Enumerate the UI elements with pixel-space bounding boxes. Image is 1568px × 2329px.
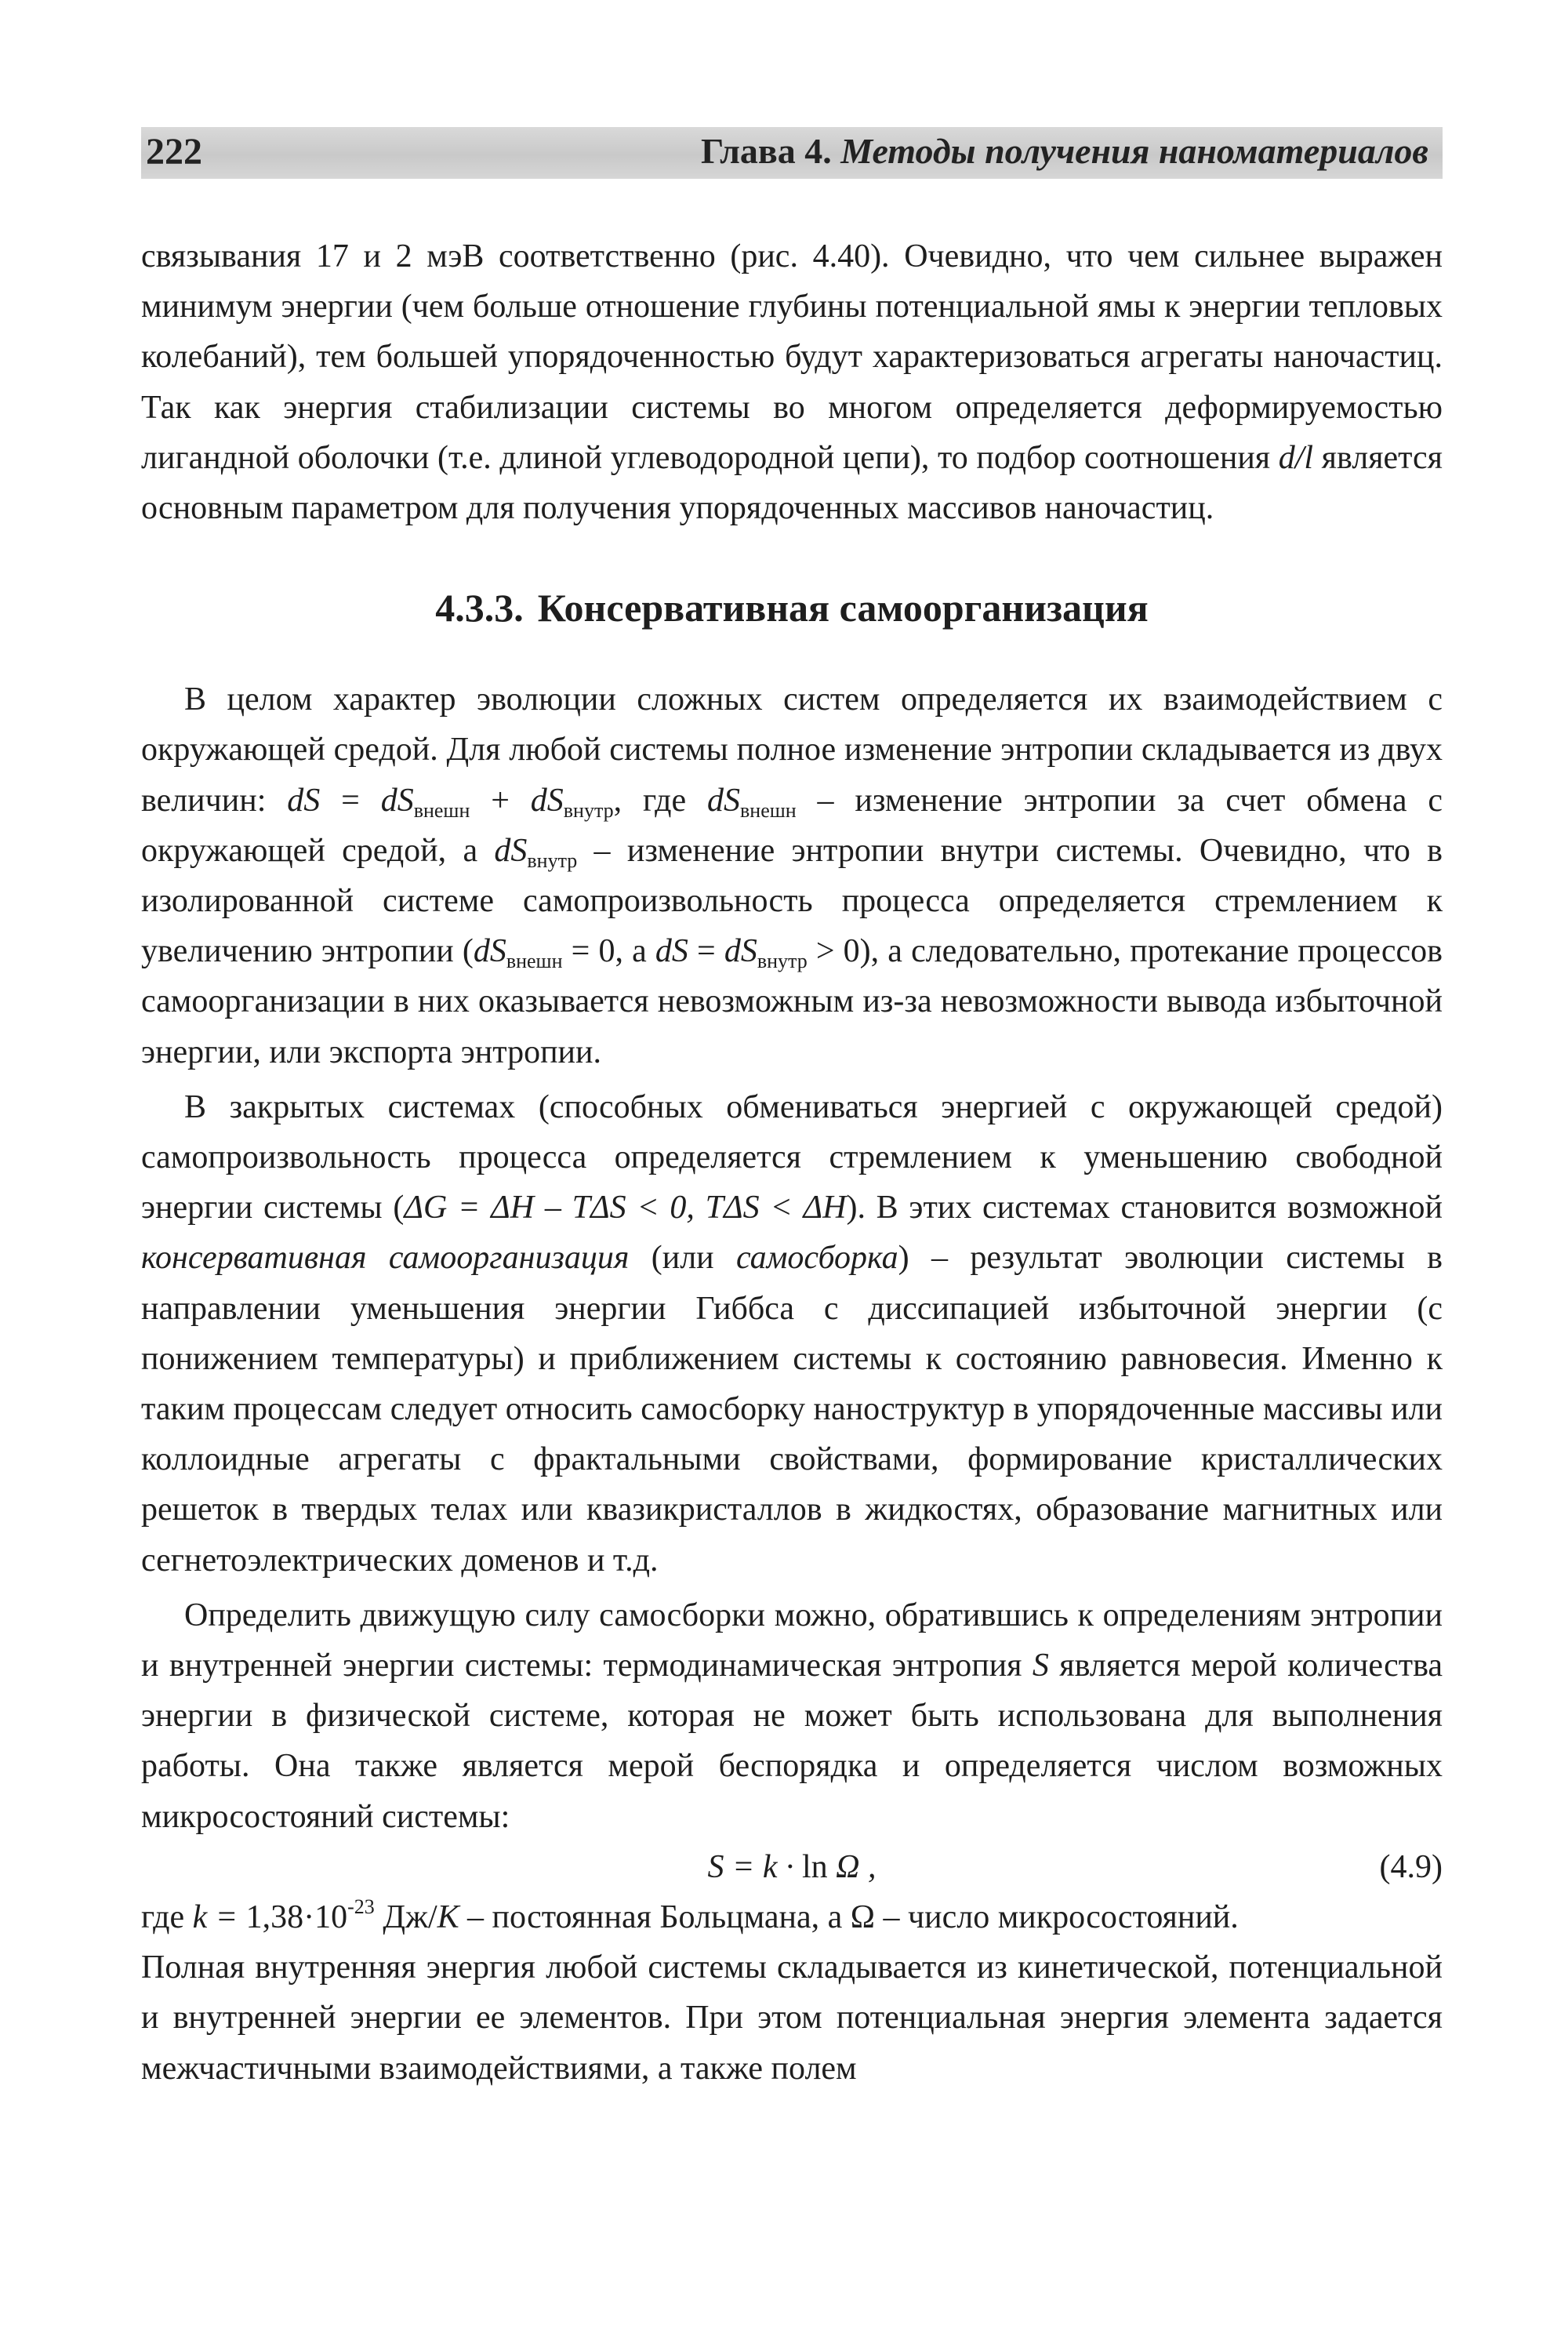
math-operator: = bbox=[688, 933, 724, 970]
term-self-assembly: самосборка bbox=[736, 1240, 898, 1277]
text-run: (или bbox=[629, 1240, 737, 1277]
math-subscript: внутр bbox=[527, 848, 578, 872]
units: Дж/ bbox=[374, 1898, 437, 1935]
term-conservative-self-organization: консервативная самоорганизация bbox=[141, 1240, 630, 1277]
math-symbol: k = bbox=[192, 1898, 246, 1935]
text-run: В закрытых системах (способных обмениваться энергией с окружающей средой) самопроизвольность процесса определяется стремлением к уменьшению свободной энергии системы ( bbox=[141, 1088, 1443, 1226]
equation-rhs: Ω , bbox=[827, 1848, 877, 1885]
paragraph-entropy bbox=[141, 674, 1443, 1077]
equation-4-9 bbox=[141, 1842, 1443, 1892]
text-run: – изменение энтропии за счет обмена с окружающей средой, а bbox=[141, 782, 1443, 869]
unit-kelvin: К bbox=[437, 1898, 459, 1935]
chapter-label: Глава 4. bbox=[700, 131, 832, 171]
text-run: Определить движущую силу самосборки можно, обратившись к определениям энтропии и внутренней энергии системы: термодинамическая энтропия bbox=[141, 1597, 1443, 1684]
gibbs-inequality: ΔG = ΔH – TΔS < 0, TΔS < ΔH bbox=[404, 1190, 847, 1226]
math-symbol: dS bbox=[655, 933, 688, 970]
math-subscript: внешн bbox=[740, 798, 797, 822]
paragraph-boltzmann bbox=[141, 1892, 1443, 1942]
math-subscript: внешн bbox=[413, 798, 470, 822]
section-heading bbox=[141, 580, 1443, 635]
math-symbol: dS bbox=[494, 832, 528, 869]
ratio-symbol: d/l bbox=[1278, 439, 1314, 476]
text-run: ) – результат эволюции системы в направлении уменьшения энергии Гиббса с диссипацией избыточной энергии (с понижением температуры) и приближением системы к состоянию равновесия. Именно к таким процессам следует относить самосборку наноструктур в упорядоченные массивы или коллоидные агрегаты с фрактальными свойствами, формирование кристаллических решеток в твердых телах или квазикристаллов в жидкостях, образование магнитных или сегнетоэлектрических доменов и т.д. bbox=[141, 1240, 1443, 1579]
math-subscript: внутр bbox=[563, 798, 614, 822]
text-run: Полная внутренняя энергия любой системы складывается из кинетической, потенциальной и внутренней энергии ее элементов. При этом потенциальная энергия элемента задается межчастичными взаимодействиями, а также полем bbox=[141, 1949, 1443, 2087]
text-run: является мерой количества энергии в физической системе, которая не может быть использована для выполнения работы. Она также является мерой беспорядка и определяется числом возможных микросостояний системы: bbox=[141, 1648, 1443, 1835]
math-symbol: dS bbox=[287, 782, 321, 819]
section-number: 4.3.3. bbox=[435, 586, 524, 630]
paragraph-internal-energy bbox=[141, 1942, 1443, 2094]
text-run: является основным параметром для получения упорядоченных массивов наночастиц. bbox=[141, 439, 1443, 527]
math-operator: + bbox=[470, 782, 531, 819]
section-title: Консервативная самоорганизация bbox=[537, 586, 1149, 630]
equation-ln: ln bbox=[801, 1848, 828, 1885]
paragraph-continued bbox=[141, 231, 1443, 533]
equation-body bbox=[141, 1842, 1443, 1892]
text-run: – изменение энтропии внутри системы. Очевидно, что в изолированной системе самопроизвольность процесса определяется стремлением к увеличению энтропии ( bbox=[141, 832, 1443, 970]
text-run: = 0, а bbox=[562, 933, 655, 970]
text-run: > 0), а следовательно, протекание процессов самоорганизации в них оказывается невозможным из-за невозможности вывода избыточной энергии, или экспорта энтропии. bbox=[141, 933, 1443, 1070]
chapter-title bbox=[701, 130, 1428, 172]
math-operator: = bbox=[320, 782, 381, 819]
page-number: 222 bbox=[146, 131, 202, 173]
chapter-name: Методы получения наноматериалов bbox=[840, 131, 1428, 171]
math-symbol: dS bbox=[530, 782, 564, 819]
text-run: где bbox=[141, 1898, 193, 1935]
math-exponent: -23 bbox=[347, 1895, 375, 1918]
equation-number: (4.9) bbox=[1379, 1848, 1443, 1885]
math-symbol: dS bbox=[707, 782, 741, 819]
math-symbol: dS bbox=[724, 933, 757, 970]
body-text bbox=[141, 231, 1443, 2094]
constant-value: 1,38·10 bbox=[245, 1898, 348, 1935]
text-run: В целом характер эволюции сложных систем определяется их взаимодействием с окружающей средой. Для любой системы полное изменение энтропии складывается из двух величин: bbox=[141, 681, 1443, 819]
paragraph-closed-systems bbox=[141, 1082, 1443, 1586]
running-header bbox=[141, 127, 1443, 179]
math-subscript: внутр bbox=[757, 950, 808, 973]
equation-lhs: S = k · bbox=[707, 1848, 802, 1885]
paragraph-driving-force bbox=[141, 1590, 1443, 1842]
text-run: связывания 17 и 2 мэВ соответственно (рис. 4.40). Очевидно, что чем сильнее выражен минимум энергии (чем больше отношение глубины потенциальной ямы к энергии тепловых колебаний), тем большей упорядоченностью будут характеризоваться агрегаты наночастиц. Так как энергия стабилизации системы во многом определяется деформируемостью лигандной оболочки (т.е. длиной углеводородной цепи), то подбор соотношения bbox=[141, 238, 1443, 476]
math-symbol: S bbox=[1032, 1648, 1049, 1684]
text-run: – постоянная Больцмана, а Ω – число микросостояний. bbox=[459, 1898, 1239, 1935]
text-run: ). В этих системах становится возможной bbox=[846, 1190, 1443, 1226]
math-subscript: внешн bbox=[506, 950, 563, 973]
text-run: , где bbox=[613, 782, 708, 819]
math-symbol: dS bbox=[473, 933, 506, 970]
math-symbol: dS bbox=[380, 782, 414, 819]
